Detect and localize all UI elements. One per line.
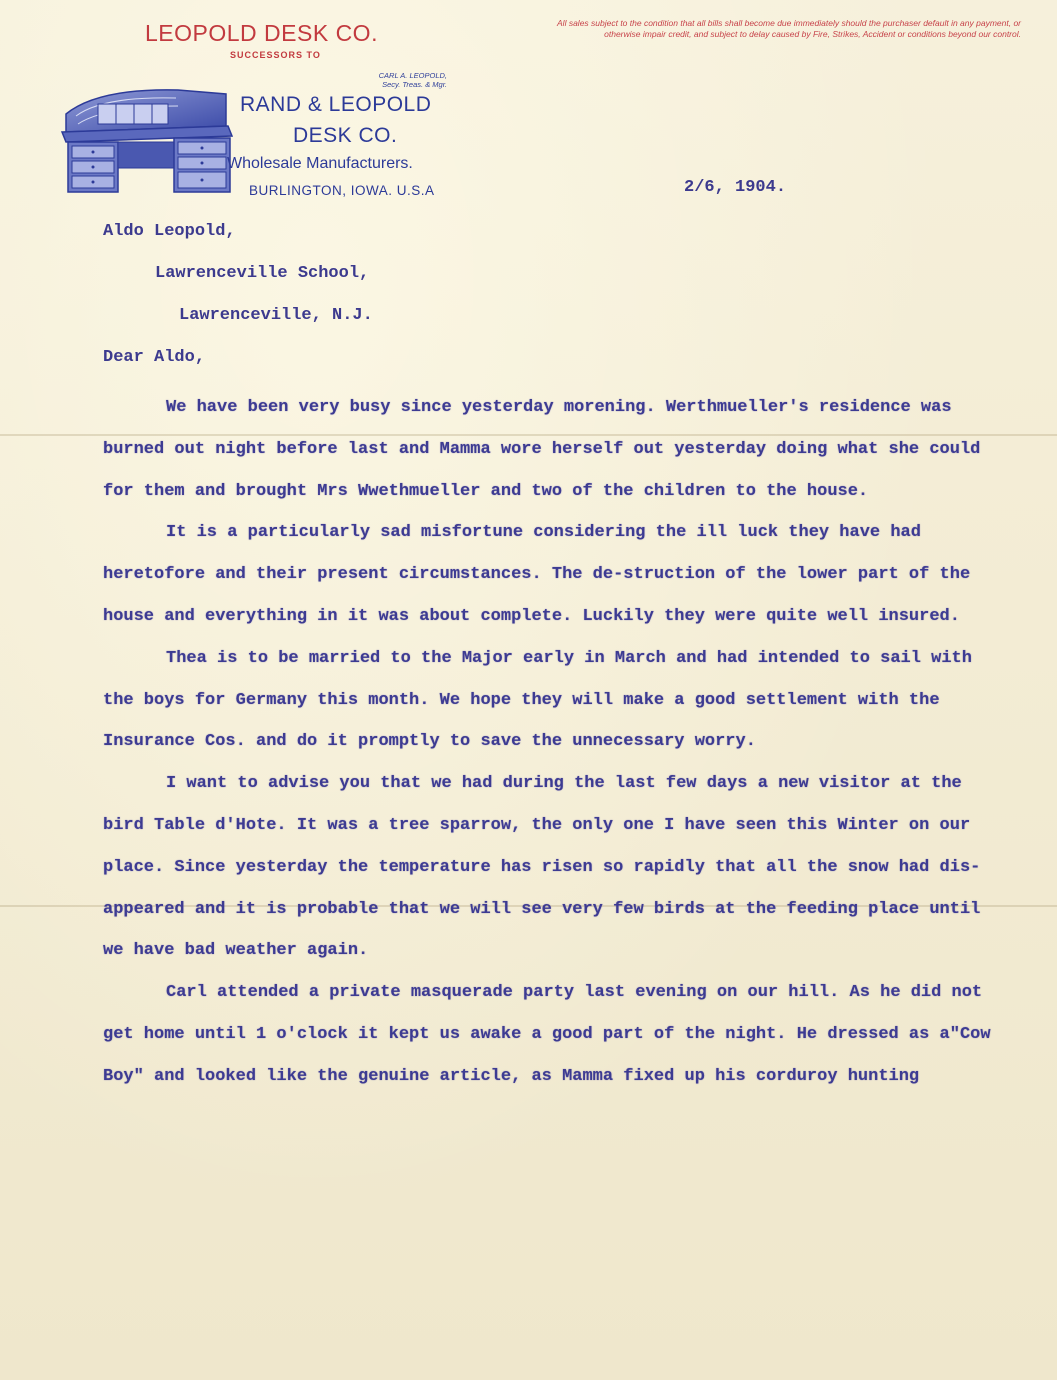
- officer-name: CARL A. LEOPOLD,: [378, 71, 447, 80]
- letterhead-successors: SUCCESSORS TO: [230, 50, 321, 60]
- paragraph: Carl attended a private masquerade party last evening on our hill. As he did not get home until 1 o'clock it kept us awake a good part of the night. He dressed as a"Cow Boy" and looked like the genuine article, as Mamma fixed up his corduroy hunting: [103, 983, 991, 1086]
- paragraph: It is a particularly sad misfortune considering the ill luck they have had heretofore and their present circumstances. The de-struction of the lower part of the house and everything in it was about complete. Luckily they were quite well insured.: [103, 523, 971, 626]
- officer-title: Secy. Treas. & Mgr.: [382, 80, 447, 89]
- letterhead-terms: All sales subject to the condition that all bills shall become due immediately should the purchaser default in any payment, or otherwise impair credit, and subject to delay caused by Fire, Strikes, Accident or conditions beyond our control.: [557, 18, 1021, 39]
- paragraph: Thea is to be married to the Major early in March and had intended to sail with the boys for Germany this month. We hope they will make a good settlement with the Insurance Cos. and do it promptly to save the unnecessary worry.: [103, 648, 972, 752]
- letter-body: [103, 387, 1003, 1098]
- letterhead-predecessor-line1: RAND & LEOPOLD: [240, 93, 432, 116]
- letterhead-tagline: Wholesale Manufacturers.: [227, 155, 413, 172]
- letterhead-company: LEOPOLD DESK CO.: [145, 20, 378, 46]
- paragraph: I want to advise you that we had during the last few days a new visitor at the bird Table d'Hote. It was a tree sparrow, the only one I have seen this Winter on our place. Since yesterday the temperature has risen so rapidly that all the snow had dis-appeared and it is probable that we will see very few birds at the feeding place until we have bad weather again.: [103, 774, 981, 961]
- letterhead-location: BURLINGTON, IOWA. U.S.A: [249, 183, 435, 198]
- recipient-school: Lawrenceville School,: [155, 264, 370, 283]
- salutation: Dear Aldo,: [103, 348, 206, 367]
- letter-date: 2/6, 1904.: [684, 178, 787, 197]
- recipient-town: Lawrenceville, N.J.: [179, 306, 373, 325]
- roll-top-desk-icon: [58, 86, 236, 196]
- letterhead-predecessor-line2: DESK CO.: [293, 124, 398, 147]
- letterhead-officer: [365, 71, 447, 89]
- paragraph: We have been very busy since yesterday morening. Werthmueller's residence was burned out night before last and Mamma wore herself out yesterday doing what she could for them and brought Mrs Wwethmueller and two of the children to the house.: [103, 398, 981, 501]
- recipient-name: Aldo Leopold,: [103, 222, 236, 241]
